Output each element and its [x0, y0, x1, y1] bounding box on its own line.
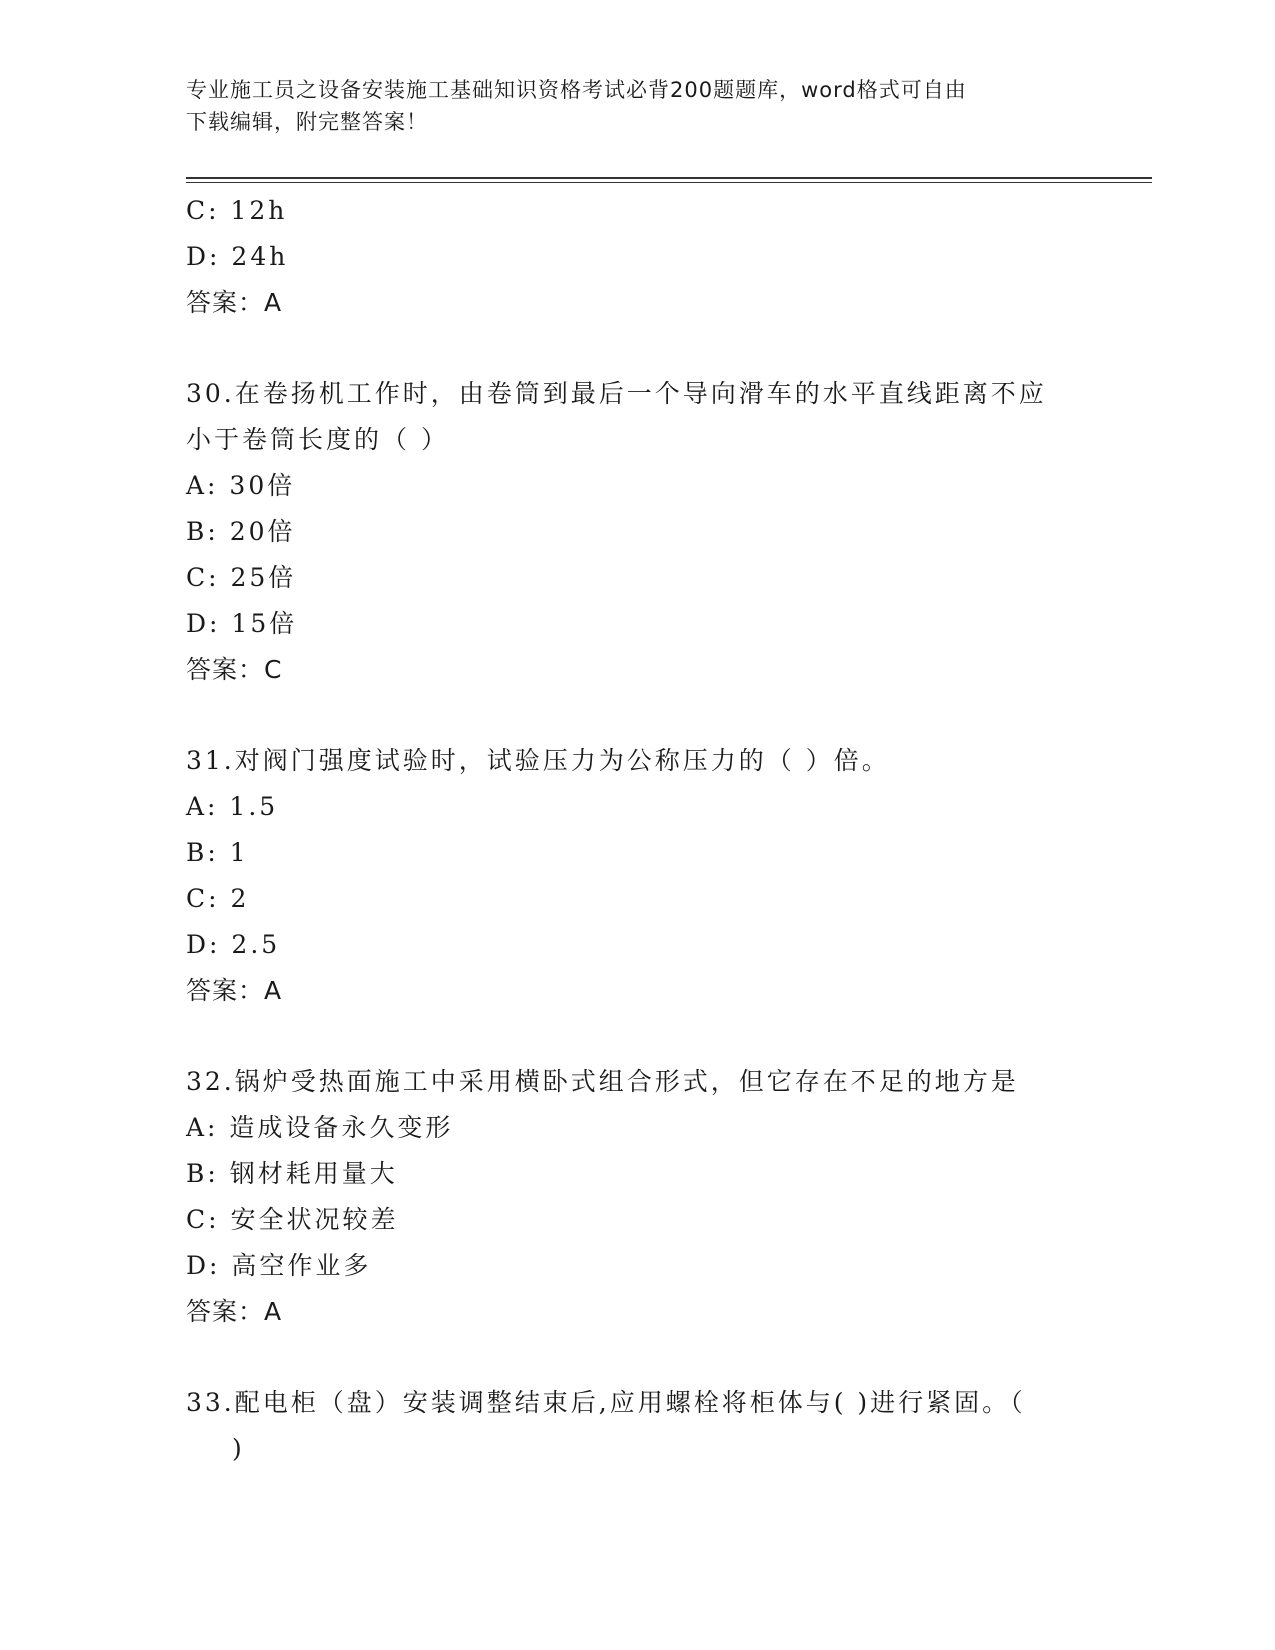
option-c: C: 2: [186, 884, 250, 913]
option-d: D: 高空作业多: [186, 1251, 372, 1280]
answer-line: 答案：C: [186, 655, 283, 684]
page-header: [186, 74, 1066, 138]
option-c: C: 安全状况较差: [186, 1205, 399, 1234]
option-c: C: 25倍: [186, 563, 297, 592]
header-line-1: 专业施工员之设备安装施工基础知识资格考试必背200题题库，word格式可自由: [186, 78, 967, 102]
option-b: B: 20倍: [186, 517, 296, 546]
question-33-text-line-1: 33.配电柜（盘）安装调整结束后,应用螺栓将柜体与( )进行紧固。（: [186, 1388, 1026, 1417]
question-30-text-line-1: 30.在卷扬机工作时，由卷筒到最后一个导向滑车的水平直线距离不应: [186, 379, 1047, 408]
header-divider: [186, 177, 1152, 179]
question-32-text: 32.锅炉受热面施工中采用横卧式组合形式，但它存在不足的地方是: [186, 1067, 1019, 1096]
option-a: A: 30倍: [186, 471, 296, 500]
option-a: A: 造成设备永久变形: [186, 1113, 454, 1142]
question-30-text-line-2: 小于卷筒长度的（ ）: [186, 425, 449, 454]
header-divider-thin: [186, 182, 1152, 183]
question-33-text-line-2: ): [232, 1434, 245, 1463]
answer-line: 答案：A: [186, 288, 283, 317]
option-d: D: 15倍: [186, 609, 298, 638]
option-b: B: 1: [186, 838, 249, 867]
option-d: D: 2.5: [186, 930, 281, 959]
answer-line: 答案：A: [186, 1297, 283, 1326]
header-line-2: 下载编辑，附完整答案！: [186, 110, 428, 134]
option-b: B: 钢材耗用量大: [186, 1159, 398, 1188]
option-c: C: 12h: [186, 196, 288, 225]
answer-line: 答案：A: [186, 976, 283, 1005]
question-31-text: 31.对阀门强度试验时，试验压力为公称压力的（ ）倍。: [186, 746, 890, 775]
document-body: [186, 188, 1086, 1472]
option-d: D: 24h: [186, 242, 289, 271]
option-a: A: 1.5: [186, 792, 279, 821]
